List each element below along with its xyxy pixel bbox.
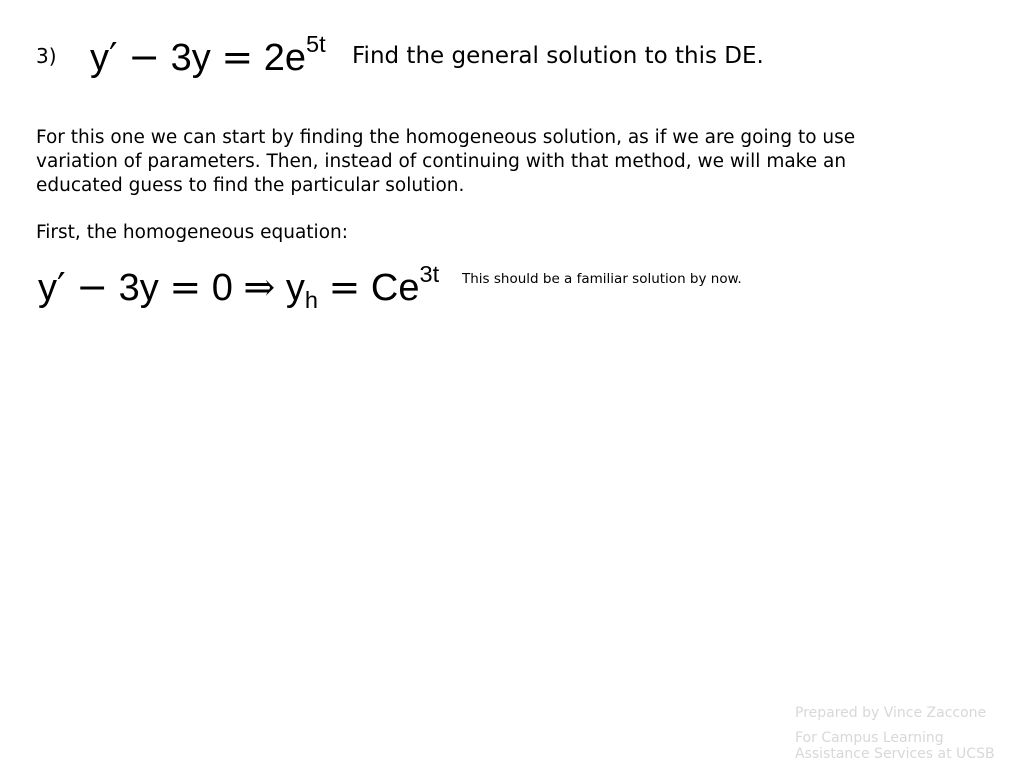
homogeneous-equation bbox=[38, 260, 440, 313]
eq-rhs-exponent: 5t bbox=[306, 30, 326, 57]
footer-organization: For Campus Learning Assistance Services at UCSB bbox=[795, 730, 995, 762]
heq-zero: 0 bbox=[211, 267, 233, 309]
intro-paragraph: For this one we can start by finding the homogeneous solution, as if we are going to use variation of parameters. Then, instead of continuing with that method, we will make an educated guess to find the particular solution. bbox=[36, 127, 856, 196]
eq-term: 3y bbox=[170, 37, 211, 79]
heq-minus: − bbox=[76, 265, 109, 309]
footer-author: Prepared by Vince Zaccone bbox=[795, 705, 987, 721]
problem-number: 3) bbox=[36, 44, 57, 68]
heq-yh-subscript: h bbox=[304, 286, 318, 313]
eq-prime: ′ bbox=[109, 35, 118, 79]
eq-rhs-base: 2e bbox=[263, 37, 306, 79]
heq-prime: ′ bbox=[57, 265, 66, 309]
problem-prompt: Find the general solution to this DE. bbox=[352, 43, 764, 69]
side-note: This should be a familiar solution by now. bbox=[462, 271, 742, 287]
eq-y: y bbox=[90, 37, 109, 79]
heq-term: 3y bbox=[118, 267, 159, 309]
heq-implies-arrow: ⇒ bbox=[243, 265, 276, 309]
eq-minus: − bbox=[128, 35, 161, 79]
homogeneous-intro-line: First, the homogeneous equation: bbox=[36, 222, 348, 243]
main-equation bbox=[90, 30, 326, 79]
heq-equals: = bbox=[169, 265, 202, 309]
eq-equals: = bbox=[221, 35, 254, 79]
heq-rhs-base: Ce bbox=[370, 267, 420, 309]
heq-yh-base: y bbox=[285, 267, 305, 309]
heq-y: y bbox=[38, 267, 57, 309]
heq-equals-2: = bbox=[328, 265, 361, 309]
heq-rhs-exponent: 3t bbox=[419, 260, 440, 287]
